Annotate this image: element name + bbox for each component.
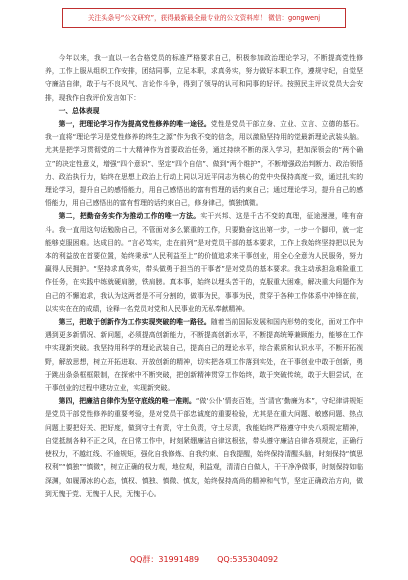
- item-text: 党性是党员干部立身、立业、立言、立德的基石。我一直将“理论学习是党性修养的终生之源”作为我不变的信念，用以激励坚持用的觉最新理论武装头脑。尤其是把学习贯彻党的二十大精神作为首要政治任务，通过持续不断的深入学习，把加深领会的“两个确立”的决定性意义，增强“四个意识”、坚定“四个自信”、做到“两个维护”，不断增强政治判断力、政治领悟力、政治执行力，始终在思想上政治上行动上同以习近平同志为核心的党中央保持高度一致，通过扎实的理论学习，提升自己的感悟能力，用自己感悟出的富有哲理的话约束自己；通过理论学习，提升自己的感悟能力，用自己感悟出的富有哲理的话约束自己，修身律己，慎独慎微。: [45, 120, 363, 208]
- item-text: 实干兴邦、这是千古不变的真理，征途漫漫，唯有奋斗。我一直用这句话勉励自己，不管面对多么繁重的工作，只要勤奋这出第一步，一步一个脚印，就一定能够克服困难。达成目的。“言必笃实，走在前列”是对党员干部的基本要求，工作上我始终坚持把以民为本的利益放在首要位置，始终秉承“人民利益至上”的价值追求来干事创业，用全心全意为人民服务，努力赢得人民拥护。“坚持求真务实，带头做勇于担当的干事者”是对党员的基本要求。我主动承担急难险重工作任务，在实践中练就硬肩膀，铁肩膀。真本事，始终以埋头苦干的，克服重大困难，解决重大问题作为自己的不懈追求，我认为这两者是不可分割的，做事为民，事事为民，贯穿于各种工作体系中冲锋在前，以实实在在的成绩，诠释一名党员对党和人民事业的无私奉献精神。: [45, 212, 363, 313]
- section-heading: 一、总体表现: [58, 106, 100, 115]
- item-lead: 第三，把敢于创新作为工作实现突破的唯一路径。: [58, 318, 211, 327]
- item-lead: 第二，把勤奋务实作为推动工作的唯一方法。: [58, 212, 201, 221]
- item-paragraph: [45, 118, 363, 210]
- intro-paragraph: 今年以来，我一直以一名合格党员的标准严格要求自己，积极参加政治理论学习，不断提高党性修养，工作上服从组织工作安排，团结同事，立足本职，求真务实，努力做好本职工作，遵规守纪，自觉坚守廉洁自律，敢于与不良风气、言论作斗争，得到了领导的认可和同事的好评。按照民主评议党员大会安排，现我作自我评价发言如下：: [45, 54, 363, 102]
- header-banner: 关注头条号“公文研究”，获得最新最全最专业的公文资料库！ 微信：gongwenj: [62, 8, 346, 28]
- item-text: 随着当前国际发展和国内形势的变化，面对工作中遇到更多新情况、新问题，必须提高创新能力，不断提高创新水平，不断提高统筹兼顾能力，能够在工作中实现新突破。我坚持用科学的理论武装自己，提高自己的理论水平，综合素质和认识水平，不断开拓视野，解放思想，树立开拓进取、开放创新的精神，切实把各项工作落到实处，在干事创业中敢于创新，勇于跳出条条框框限制，在探索中不断突破，把创新精神贯穿工作始终，敢于突破传统，敢于大胆尝试，在干事创业的过程中建功立业，实现新突破。: [45, 318, 363, 393]
- document-body: [45, 52, 363, 501]
- item-text: “做‘公仆’情丧百姓，当‘清官’勤廉为本”，守纪律讲规矩是党员干部党性修养的重要考验，是对党员干部忠诚度的重要检验，尤其是在重大问题、敏感问题、热点问题上要把好关、把好度，做到守土有责，守土负责，守土尽责，我能始终严格遵守中央八项规定精神，自觉抵制各种不正之风，在日常工作中，时刻紧绷廉洁自律这根弦，带头遵守廉洁自律各项规定，正确行使权力，不越红线、不逾规矩，强化自我修炼、自我约束、自我提醒，始终保持清醒头脑，时刻保持“慎思权利”“慎独”“慎微”，树立正确的权力观，地位观，利益观，清清白白做人，干干净净做事，时刻保持如临深渊，如履薄冰的心态，慎权、慎独、慎微、慎友，始终保持高尚的精神和气节，坚定正确政治方向，做到无愧于党、无愧于人民，无愧于心。: [45, 397, 364, 498]
- item-paragraph: [45, 316, 363, 395]
- item-lead: 第四，把廉洁自律作为坚守底线的唯一准则。: [58, 397, 196, 406]
- footer-qq-group: QQ群：31991489: [129, 555, 200, 564]
- item-lead: 第一，把理论学习作为提高党性修养的唯一途径。: [58, 120, 211, 129]
- footer-contact: [0, 554, 408, 566]
- item-paragraph: [45, 210, 363, 316]
- footer-qq: QQ:535304092: [217, 555, 279, 564]
- item-paragraph: [45, 395, 363, 501]
